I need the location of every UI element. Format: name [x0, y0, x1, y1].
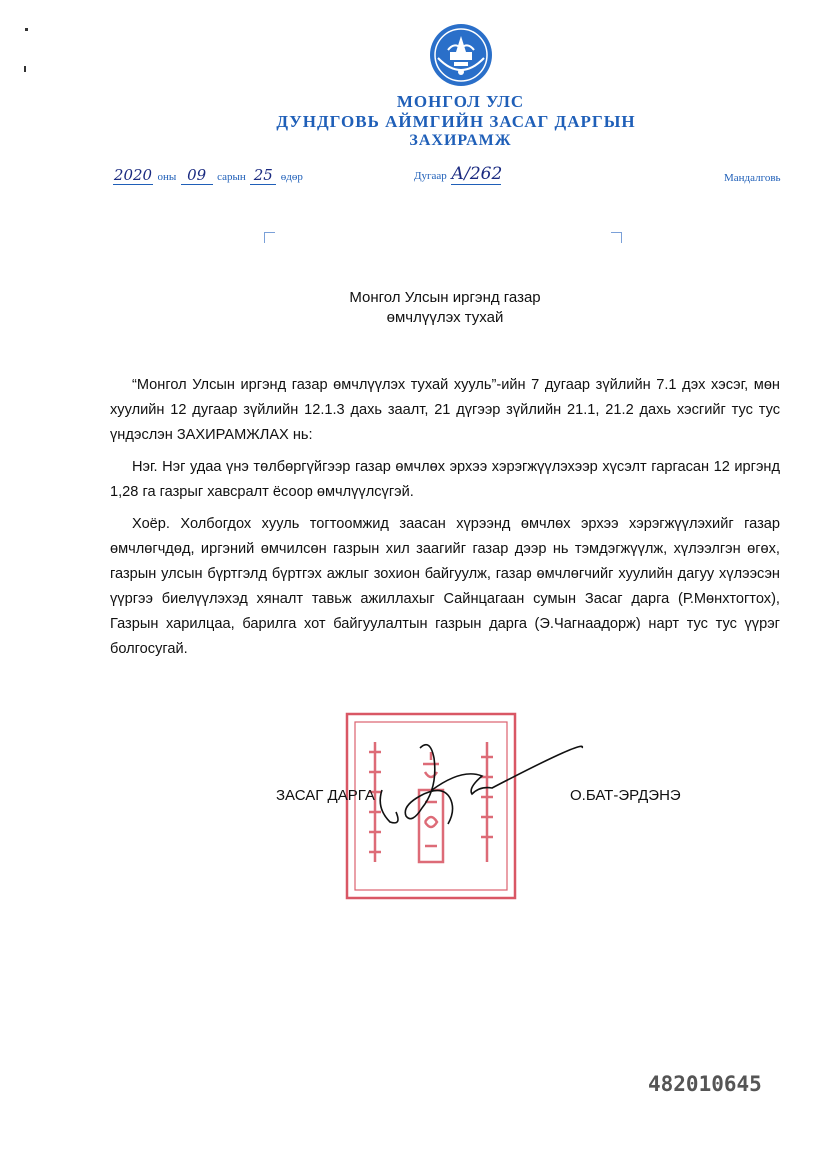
- doc-body: [110, 373, 780, 669]
- signature-position: ЗАСАГ ДАРГА: [276, 787, 375, 804]
- state-emblem-icon: [428, 22, 494, 88]
- paragraph-one: Нэг. Нэг удаа үнэ төлбөргүйгээр газар өмчлөх эрхээ хэрэгжүүлэхээр хүсэлт гаргасан 12 иргэнд 1,28 га газрыг хавсралт ёсоор өмчлүүлсүгэй.: [110, 459, 780, 500]
- date-line: [113, 166, 303, 185]
- date-day-label: өдөр: [280, 171, 303, 183]
- corner-bracket-right: [611, 232, 622, 243]
- margin-mark: [24, 66, 26, 72]
- doc-title-line1: Монгол Улсын иргэнд газар: [349, 289, 541, 306]
- signature-name: О.БАТ-ЭРДЭНЭ: [570, 787, 681, 804]
- signature-scribble-icon: [372, 728, 592, 838]
- header-country: МОНГОЛ УЛС: [396, 92, 525, 111]
- number-label: Дугаар: [414, 170, 447, 182]
- doc-title: [0, 288, 821, 328]
- date-year-label: оны: [157, 171, 177, 183]
- header-authority: ДУНДГОВЬ АЙМГИЙН ЗАСАГ ДАРГЫН: [276, 112, 636, 131]
- header-doc-type: ЗАХИРАМЖ: [409, 132, 512, 149]
- doc-number-handwritten: А/262: [451, 164, 503, 184]
- corner-bracket-left: [264, 232, 275, 243]
- paragraph-preamble: “Монгол Улсын иргэнд газар өмчлүүлэх тухай хууль”-ийн 7 дугаар зүйлийн 7.1 дэх хэсэг, мөн хуулийн 12 дугаар зүйлийн 12.1.3 дахь заалт, 21 дүгээр зүйлийн 21.1, 21.2 дахь хэсгийг тус тус үндэслэн ЗАХИРАМЖЛАХ нь:: [110, 377, 780, 443]
- number-line: [414, 164, 501, 185]
- date-year: 2020: [113, 166, 153, 184]
- document-serial-number: 482010645: [648, 1072, 762, 1096]
- date-day: 25: [250, 166, 276, 185]
- doc-title-line2: өмчлүүлэх тухай: [386, 309, 504, 326]
- date-month-label: сарын: [217, 171, 246, 183]
- paragraph-two: Хоёр. Холбогдох хууль тогтоомжид заасан хүрээнд өмчлөх эрхээ хэрэгжүүлэхийг газар өмчлөгчдөд, иргэний өмчилсөн газрын хил заагийг газар дээр нь тэмдэгжүүлж, хүлээлгэн өгөх, газрын улсын бүртгэлд бүртгэх ажлыг зохион байгуулж, газар өмчлөгчийг хуулийн дагуу хүлээсэн үүргээ биелүүлэхэд хяналт тавьж ажиллахыг Сайнцагаан сумын Засаг дарга (Р.Мөнхтогтох), Газрын харилцаа, барилга хот байгуулалтын газрын дарга (Э.Чагнаадорж) нарт тус тус үүрэг болгосугай.: [110, 516, 780, 657]
- place: Мандалговь: [724, 172, 781, 184]
- date-month: 09: [181, 166, 213, 185]
- margin-mark: [25, 28, 28, 31]
